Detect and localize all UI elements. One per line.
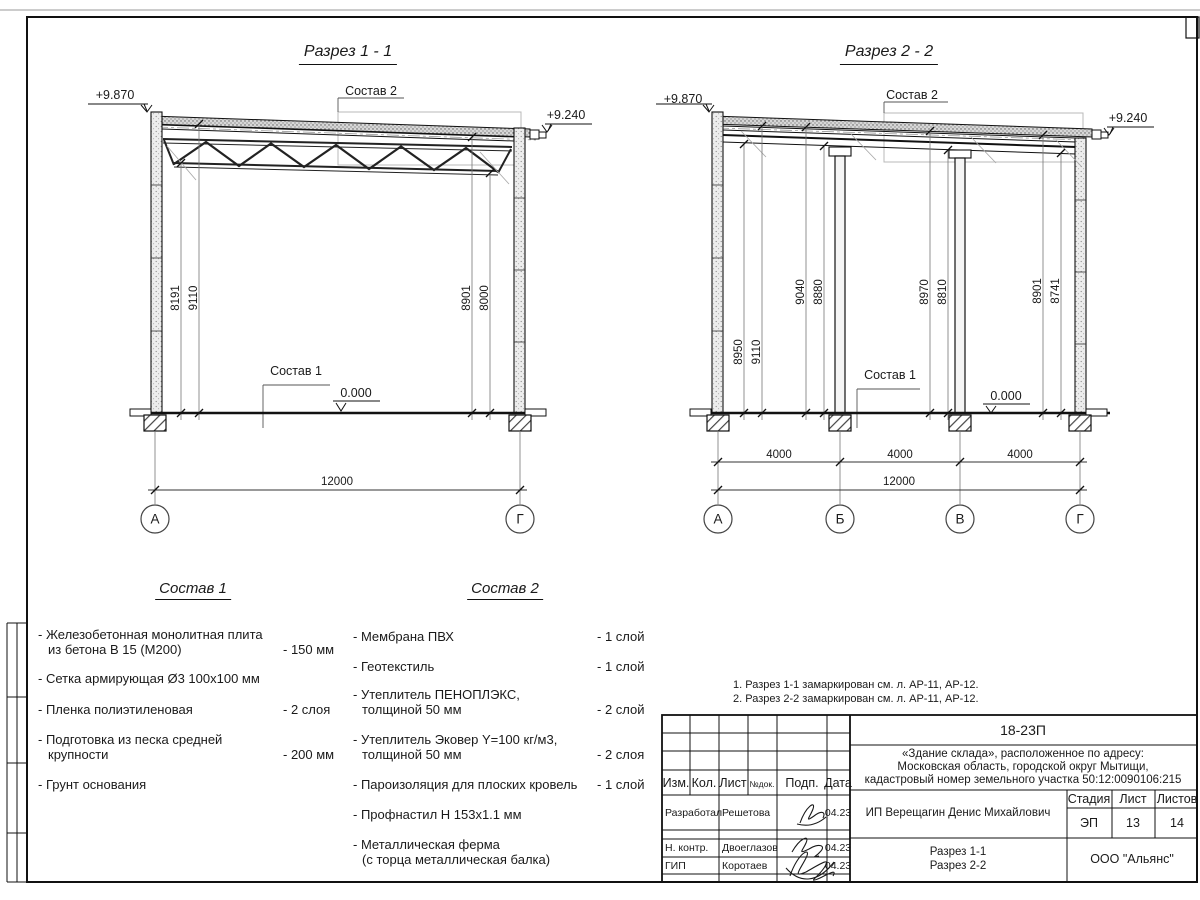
note-line: 1. Разрез 1-1 замаркирован см. л. АР-11, АР-12. [733, 679, 979, 691]
note-line: 2. Разрез 2-2 замаркирован см. л. АР-11, АР-12. [733, 693, 979, 705]
drawing-title-line: Разрез 2-2 [929, 860, 987, 872]
section-1-1 [88, 98, 592, 533]
col-header-ndok: №док. [749, 779, 775, 789]
dim-height: 9110 [751, 339, 763, 365]
level-mark: 0.000 [990, 389, 1022, 403]
role-label: Разработал [665, 807, 723, 819]
list-item-value: - 1 слой [597, 777, 645, 792]
list-item-value: - 2 слоя [597, 747, 645, 762]
sheets-header: Листов [1156, 792, 1198, 806]
elevation-value: +9.240 [546, 108, 586, 122]
list-item: крупности [48, 747, 109, 762]
axis-label: В [955, 511, 965, 527]
dim-height: 8901 [461, 285, 473, 311]
axis-label: А [713, 511, 723, 527]
list-item-value: - 1 слой [597, 629, 645, 644]
dim-height: 9040 [795, 279, 807, 305]
sostav1-title: Состав 1 [155, 580, 231, 600]
object-address-line: «Здание склада», расположенное по адресу: [902, 748, 1144, 760]
dim-span: 4000 [766, 449, 792, 461]
notes [733, 678, 979, 706]
elevation-value: +9.870 [663, 92, 703, 106]
list-item: - Сетка армирующая Ø3 100х100 мм [38, 671, 260, 686]
dim-total: 12000 [883, 476, 915, 488]
person-name: Двоеглазов [722, 842, 778, 854]
section-2-2 [656, 102, 1154, 533]
object-address-line: Московская область, городской округ Мытищи, [897, 761, 1149, 773]
list-item-value: - 2 слоя [283, 702, 331, 717]
dim-total: 12000 [321, 476, 353, 488]
foundation [949, 415, 971, 431]
list-item: - Утеплитель Эковер Y=100 кг/м3, [353, 732, 558, 747]
left-margin-boxes [7, 623, 27, 882]
col-header-podp: Подп. [785, 776, 819, 790]
wall-right [514, 128, 525, 413]
floor-composition-ref: Состав 1 [270, 364, 322, 378]
col-header-kol: Кол. [691, 776, 717, 790]
sostav2-title: Состав 2 [467, 580, 543, 600]
list-item: - Металлическая ферма [353, 837, 500, 852]
stage-value: ЭП [1080, 816, 1098, 830]
wall-left [151, 112, 162, 413]
dim-height: 8191 [170, 285, 182, 311]
dim-height: 8810 [937, 279, 949, 305]
dim-span: 4000 [1007, 449, 1033, 461]
col-header-data: Дата [824, 776, 852, 790]
level-mark: 0.000 [340, 386, 372, 400]
roof-composition-ref: Состав 2 [886, 88, 938, 102]
person-name: Коротаев [722, 860, 768, 872]
elevation-value: +9.240 [1108, 111, 1148, 125]
dim-span: 4000 [887, 449, 913, 461]
foundation [509, 415, 531, 431]
dim-height: 8950 [733, 339, 745, 365]
list-item: из бетона В 15 (М200) [48, 642, 182, 657]
role-label: ГИП [665, 860, 686, 872]
object-address-line: кадастровый номер земельного участка 50:12:0090106:215 [864, 774, 1182, 786]
sheet-number: 13 [1126, 816, 1140, 830]
foundation [1069, 415, 1091, 431]
sheet-header: Лист [1119, 792, 1147, 806]
list-item-value: - 1 слой [597, 659, 645, 674]
wall-right [1075, 138, 1086, 413]
foundation [829, 415, 851, 431]
list-item: толщиной 50 мм [362, 747, 462, 762]
section2-title: Разрез 2 - 2 [840, 43, 938, 65]
dim-height: 8901 [1032, 278, 1044, 304]
axis-label: Г [1076, 511, 1084, 527]
dim-height: 8880 [813, 279, 825, 305]
person-name: Решетова [722, 807, 771, 819]
elevation-value: +9.870 [95, 88, 135, 102]
list-item: - Утеплитель ПЕНОПЛЭКС, [353, 687, 520, 702]
list-item-value: - 150 мм [283, 642, 335, 657]
document-number: 18-23П [1000, 722, 1046, 738]
col-header-list: Лист [719, 776, 747, 790]
dim-height: 8970 [919, 279, 931, 305]
foundation [707, 415, 729, 431]
list-item: - Грунт основания [38, 777, 147, 792]
axis-label: Б [835, 511, 845, 527]
list-item: - Мембрана ПВХ [353, 629, 454, 644]
list-item: - Пленка полиэтиленовая [38, 702, 193, 717]
company-name: ООО "Альянс" [1090, 852, 1174, 866]
section1-title: Разрез 1 - 1 [299, 43, 397, 65]
col-header-izm: Изм. [662, 776, 690, 790]
axis-label: Г [516, 511, 524, 527]
list-item: (с торца металлическая балка) [362, 852, 551, 867]
sheets-total: 14 [1170, 816, 1184, 830]
dim-height: 9110 [188, 285, 200, 311]
list-item: - Геотекстиль [353, 659, 435, 674]
list-item-value: - 200 мм [283, 747, 335, 762]
foundation [144, 415, 166, 431]
drawing-title-line: Разрез 1-1 [929, 846, 987, 858]
roof-composition-ref: Состав 2 [345, 84, 397, 98]
list-item-value: - 2 слой [597, 702, 645, 717]
stage-header: Стадия [1067, 792, 1111, 806]
list-item: - Подготовка из песка средней [38, 732, 223, 747]
role-label: Н. контр. [665, 842, 709, 854]
axis-label: А [150, 511, 160, 527]
signature-date: 04.23 [824, 860, 852, 872]
wall-left [712, 112, 723, 413]
list-item: толщиной 50 мм [362, 702, 462, 717]
dim-height: 8000 [479, 285, 491, 311]
list-item: - Профнастил Н 153х1.1 мм [353, 807, 522, 822]
list-item: - Пароизоляция для плоских кровель [353, 777, 578, 792]
signature-date: 04.23 [824, 842, 852, 854]
floor-composition-ref: Состав 1 [864, 368, 916, 382]
dim-height: 8741 [1050, 278, 1062, 304]
signature-date: 04.23 [824, 807, 852, 819]
list-item: - Железобетонная монолитная плита [38, 627, 263, 642]
client-name: ИП Верещагин Денис Михайлович [865, 807, 1051, 819]
